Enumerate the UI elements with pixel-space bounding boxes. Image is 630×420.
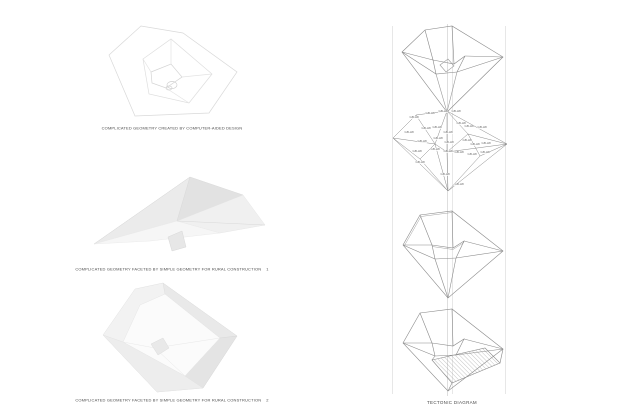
faceted-tub-figure <box>85 280 275 395</box>
panel-label: GB-H8 <box>440 173 450 176</box>
panel-label: GB-H8 <box>481 142 491 145</box>
cad-wireframe-figure <box>95 15 255 127</box>
panel-label: GB-H8 <box>404 131 414 134</box>
panel-label: GB-H8 <box>467 153 477 156</box>
panel-label: GB-H8 <box>462 139 472 142</box>
tectonic-step-2-wireframe <box>390 104 515 199</box>
faceted-plane-figure <box>80 145 270 265</box>
figure-caption: COMPLICATED GEOMETRY FACETED BY SIMPLE GEOMETRY FOR RURAL CONSTRUCTION 1 <box>75 267 269 272</box>
panel-label: GB-H8 <box>454 183 464 186</box>
panel-label: GB-H8 <box>444 141 454 144</box>
figure-caption: COMPLICATED GEOMETRY CREATED BY COMPUTER-AIDED DESIGN <box>101 126 243 131</box>
figure-caption: COMPLICATED GEOMETRY FACETED BY SIMPLE GEOMETRY FOR RURAL CONSTRUCTION 2 <box>75 398 269 403</box>
panel-label: GB-H8 <box>443 150 453 153</box>
panel-label: GB-H8 <box>451 110 461 113</box>
panel-label: GB-H8 <box>421 127 431 130</box>
tectonic-step-4-wireframe <box>390 303 510 395</box>
panel-label: GB-H8 <box>433 137 443 140</box>
tectonic-diagram-caption: TECTONIC DIAGRAM <box>427 400 477 405</box>
tectonic-step-3-wireframe <box>390 203 510 301</box>
tectonic-step-1-wireframe <box>390 22 510 114</box>
panel-label: GB-H8 <box>412 150 422 153</box>
panel-label: GB-H8 <box>430 148 440 151</box>
panel-label: GB-H8 <box>432 126 442 129</box>
panel-label: GB-H8 <box>480 151 490 154</box>
panel-label: GB-H8 <box>425 112 435 115</box>
panel-label: GB-H8 <box>438 110 448 113</box>
panel-label: GB-H8 <box>415 161 425 164</box>
panel-label: GB-H8 <box>409 116 419 119</box>
panel-label: GB-H8 <box>464 125 474 128</box>
panel-label: GB-H8 <box>456 122 466 125</box>
panel-label: GB-H8 <box>470 143 480 146</box>
panel-label: GB-H8 <box>477 126 487 129</box>
panel-label: GB-H8 <box>454 151 464 154</box>
panel-label: GB-H8 <box>443 131 453 134</box>
panel-label: GB-H8 <box>417 140 427 143</box>
